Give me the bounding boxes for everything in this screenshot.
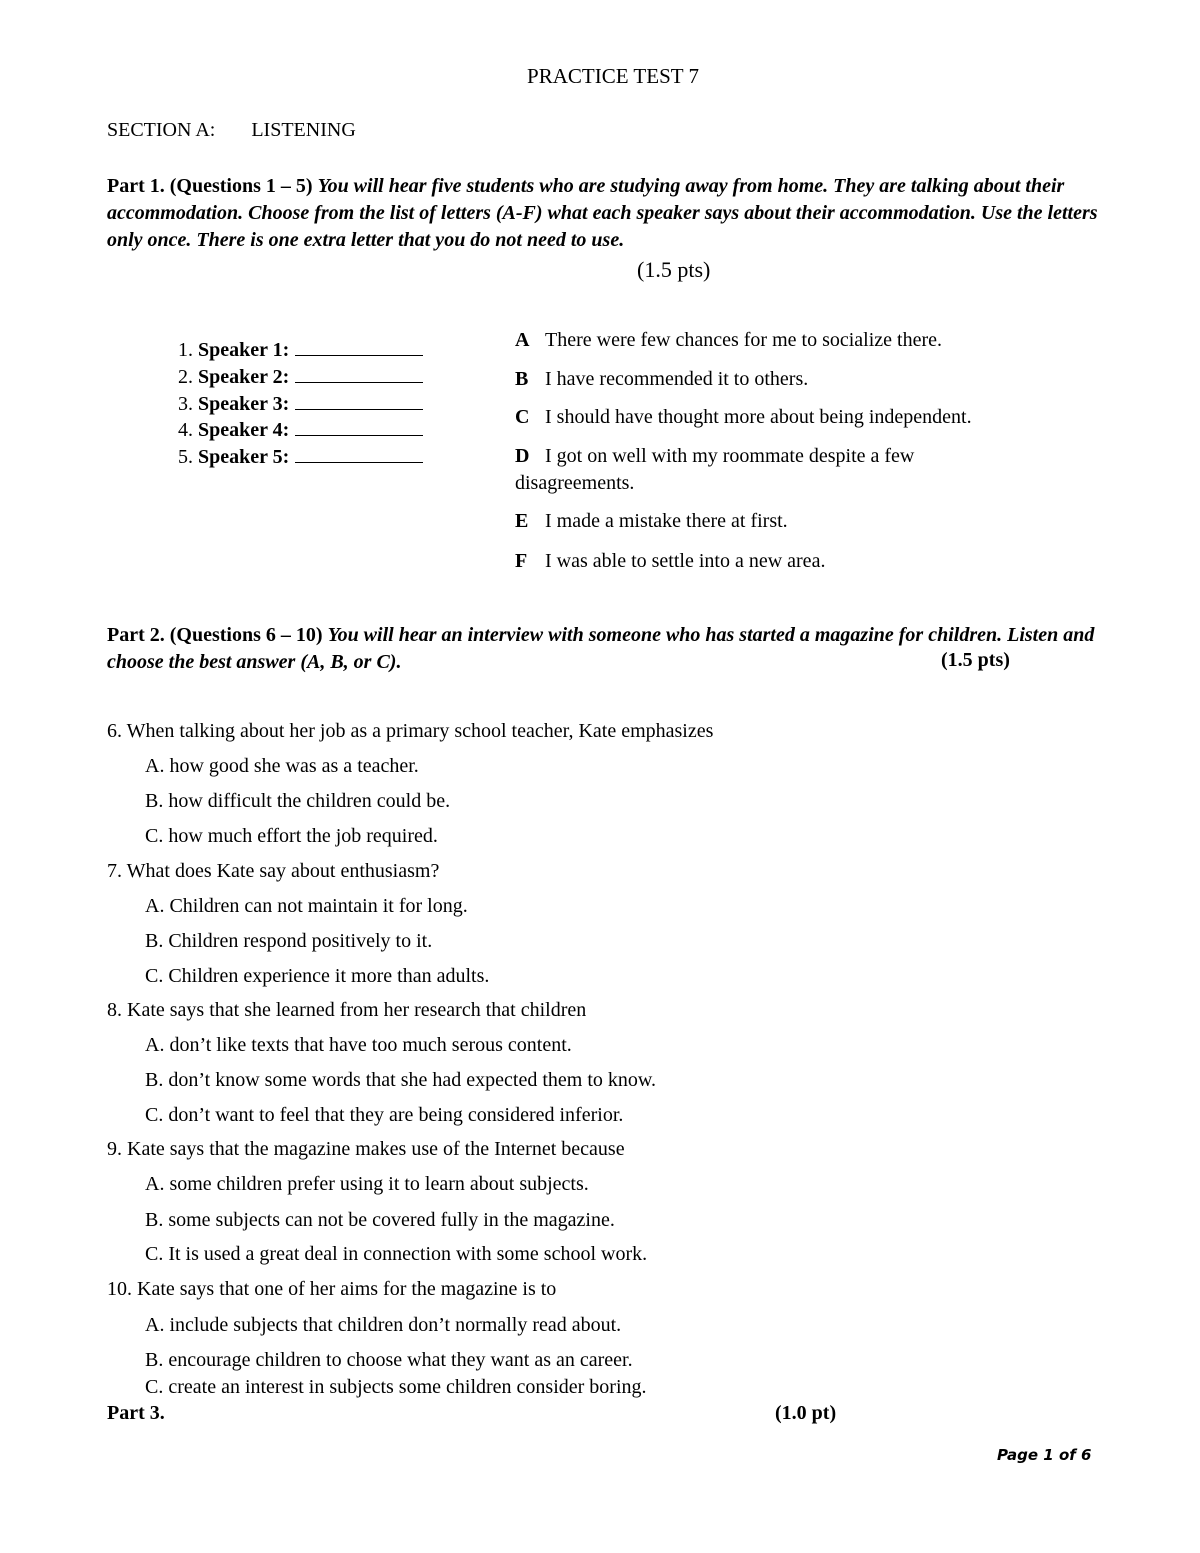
part1-range: (Questions 1 – 5)	[169, 175, 313, 197]
speaker-row	[178, 337, 423, 362]
answer-option[interactable]: A. include subjects that children don’t normally read about.	[145, 1314, 622, 1336]
answer-option[interactable]: B. Children respond positively to it.	[145, 930, 433, 952]
answer-option[interactable]: C. create an interest in subjects some children consider boring.	[145, 1376, 647, 1398]
part2-instruction-text: You will hear an interview with someone who has started a magazine for children. Listen and choose the best answer (A, B, or C).	[107, 624, 1095, 673]
part2-points: (1.5 pts)	[941, 649, 1010, 671]
answer-blank[interactable]	[295, 337, 423, 356]
option-letter: D	[515, 445, 530, 467]
answer-option[interactable]: A. Children can not maintain it for long.	[145, 895, 468, 917]
answer-option[interactable]: B. don’t know some words that she had expected them to know.	[145, 1069, 657, 1091]
speaker-row	[178, 444, 423, 469]
speaker-row	[178, 391, 423, 416]
question-6: 6. When talking about her job as a primary school teacher, Kate emphasizes	[107, 720, 714, 742]
answer-option[interactable]: C. how much effort the job required.	[145, 825, 438, 847]
part2-heading: Part 2.	[107, 624, 165, 646]
question-10: 10. Kate says that one of her aims for the magazine is to	[107, 1278, 557, 1300]
part3-heading: Part 3.	[107, 1402, 165, 1424]
section-name: LISTENING	[251, 119, 356, 141]
option-row	[515, 510, 788, 533]
answer-option[interactable]: B. how difficult the children could be.	[145, 790, 451, 812]
option-text: There were few chances for me to socialize there.	[545, 329, 943, 351]
speaker-row	[178, 417, 423, 442]
answer-option[interactable]: C. don’t want to feel that they are being considered inferior.	[145, 1104, 624, 1126]
speaker-label: Speaker 1:	[198, 339, 290, 361]
option-row	[515, 550, 825, 573]
question-9: 9. Kate says that the magazine makes use of the Internet because	[107, 1138, 625, 1160]
answer-option[interactable]: B. some subjects can not be covered fully in the magazine.	[145, 1209, 615, 1231]
answer-option[interactable]: C. It is used a great deal in connection with some school work.	[145, 1243, 648, 1265]
answer-option[interactable]: A. how good she was as a teacher.	[145, 755, 419, 777]
option-continuation: disagreements.	[515, 472, 635, 494]
option-row	[515, 368, 808, 391]
option-letter: B	[515, 368, 529, 390]
option-text: I have recommended it to others.	[545, 368, 809, 390]
option-text: I made a mistake there at first.	[545, 510, 788, 532]
speaker-number: 5.	[178, 446, 193, 468]
part1-points: (1.5 pts)	[637, 257, 711, 282]
page-title: PRACTICE TEST 7	[527, 64, 699, 88]
answer-blank[interactable]	[295, 391, 423, 410]
page-number: Page 1 of 6	[997, 1446, 1092, 1464]
section-heading	[107, 119, 356, 142]
speaker-label: Speaker 3:	[198, 393, 290, 415]
option-row	[515, 329, 942, 352]
speaker-row	[178, 364, 423, 389]
question-8: 8. Kate says that she learned from her research that children	[107, 999, 587, 1021]
part1-heading: Part 1.	[107, 175, 165, 197]
answer-option[interactable]: B. encourage children to choose what they want as an career.	[145, 1349, 633, 1371]
option-text: I got on well with my roommate despite a few	[545, 445, 915, 467]
speaker-label: Speaker 2:	[198, 366, 290, 388]
answer-blank[interactable]	[295, 364, 423, 383]
speaker-label: Speaker 5:	[198, 446, 290, 468]
option-text: I was able to settle into a new area.	[545, 550, 826, 572]
option-letter: C	[515, 406, 530, 428]
option-letter: F	[515, 550, 528, 572]
option-text: I should have thought more about being independent.	[545, 406, 972, 428]
option-row	[515, 406, 972, 429]
part1-instructions	[107, 173, 1127, 254]
question-7: 7. What does Kate say about enthusiasm?	[107, 860, 440, 882]
answer-blank[interactable]	[295, 417, 423, 436]
speaker-number: 4.	[178, 419, 193, 441]
part2-range: (Questions 6 – 10)	[169, 624, 323, 646]
option-row	[515, 445, 914, 468]
section-label: SECTION A:	[107, 119, 216, 141]
answer-option[interactable]: A. some children prefer using it to learn about subjects.	[145, 1173, 589, 1195]
speaker-number: 1.	[178, 339, 193, 361]
part3-points: (1.0 pt)	[775, 1402, 837, 1424]
part1-instruction-text: You will hear five students who are studying away from home. They are talking about their accommodation. Choose from the list of letters (A-F) what each speaker says about their accommodation. Use the letters only once. There is one extra letter that you do not need to use.	[107, 175, 1098, 251]
speaker-number: 3.	[178, 393, 193, 415]
answer-option[interactable]: A. don’t like texts that have too much serous content.	[145, 1034, 572, 1056]
answer-blank[interactable]	[295, 444, 423, 463]
option-letter: E	[515, 510, 529, 532]
option-letter: A	[515, 329, 530, 351]
speaker-number: 2.	[178, 366, 193, 388]
answer-option[interactable]: C. Children experience it more than adults.	[145, 965, 490, 987]
speaker-label: Speaker 4:	[198, 419, 290, 441]
